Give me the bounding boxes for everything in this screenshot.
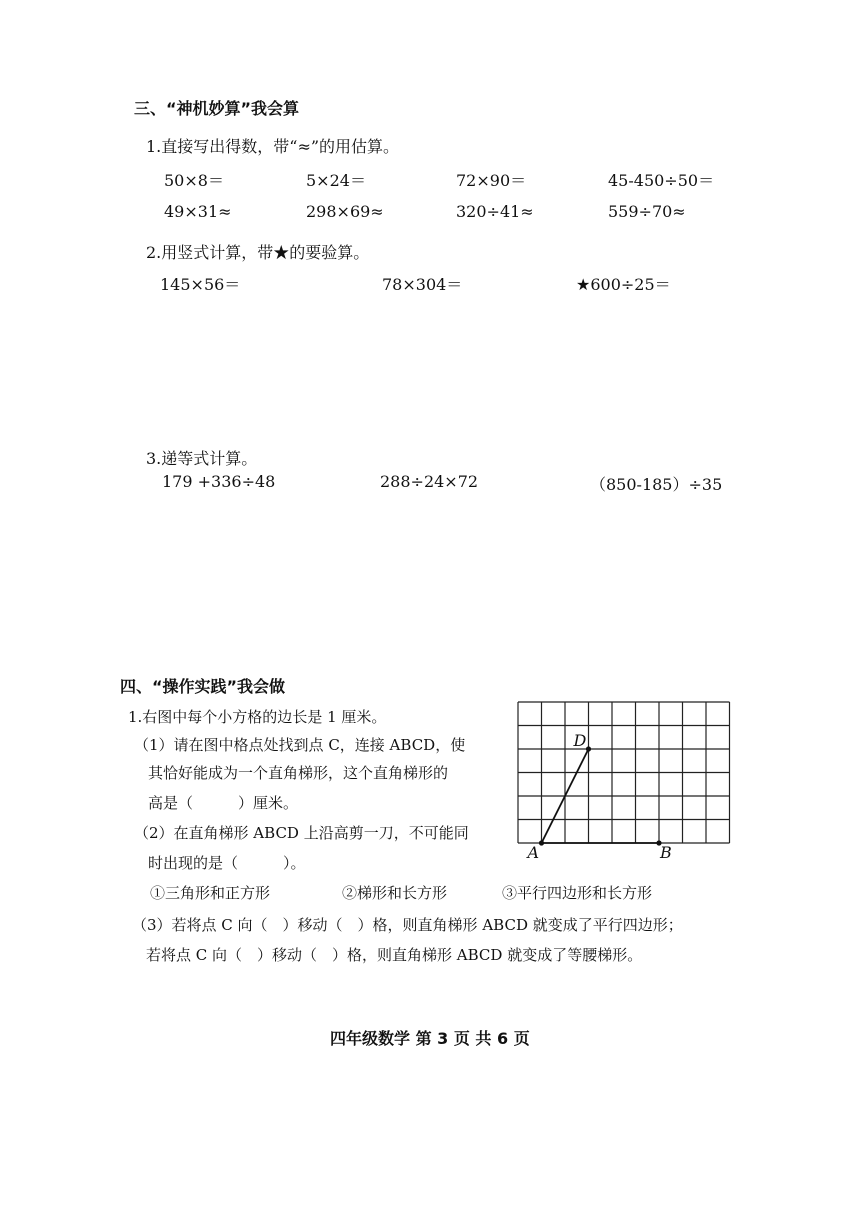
page-footer: 四年级数学 第 3 页 共 6 页: [330, 1029, 530, 1048]
s4-p2-line: （2）在直角梯形 ABCD 上沿高剪一刀，不可能同: [134, 824, 469, 842]
s4-p1-line: 高是（ ）厘米。: [148, 794, 299, 812]
q1-item: 45-450÷50＝: [608, 171, 715, 190]
q3-item: 179 +336÷48: [162, 472, 276, 491]
square-grid-figure: [516, 700, 730, 862]
option-1: ①三角形和正方形: [150, 884, 271, 902]
s4-p1-line: （1）请在图中格点处找到点 C，连接 ABCD，使: [134, 736, 466, 754]
q3-prompt: 3.递等式计算。: [146, 449, 258, 468]
section3-title: 三、“神机妙算”我会算: [134, 99, 300, 118]
q2-item: 78×304＝: [382, 275, 463, 294]
s4-p3-line: 若将点 C 向（ ）移动（ ）格，则直角梯形 ABCD 就变成了等腰梯形。: [146, 946, 643, 964]
q1-item: 5×24＝: [306, 171, 366, 190]
option-3: ③平行四边形和长方形: [502, 884, 653, 902]
grid-svg: [516, 700, 730, 862]
q3-item: 288÷24×72: [380, 472, 479, 491]
q2-item: ★600÷25＝: [576, 275, 671, 294]
q2-prompt: 2.用竖式计算，带★的要验算。: [146, 243, 370, 262]
q3-item: （850-185）÷35: [590, 475, 723, 494]
s4-p2-line: 时出现的是（ ）。: [148, 854, 306, 872]
point-d: [586, 746, 591, 751]
point-label-b: B: [660, 843, 672, 862]
point-a: [539, 840, 544, 845]
q2-item: 145×56＝: [160, 275, 241, 294]
section4-title: 四、“操作实践”我会做: [120, 677, 286, 696]
q1-item: 320÷41≈: [456, 202, 534, 221]
s4-p3-line: （3）若将点 C 向（ ）移动（ ）格，则直角梯形 ABCD 就变成了平行四边形；: [132, 916, 683, 934]
s4-q1-prompt: 1.右图中每个小方格的边长是 1 厘米。: [128, 708, 387, 726]
q1-item: 298×69≈: [306, 202, 384, 221]
s4-p1-line: 其恰好能成为一个直角梯形，这个直角梯形的: [148, 764, 449, 782]
point-label-a: A: [527, 843, 540, 862]
q1-item: 559÷70≈: [608, 202, 686, 221]
q1-item: 49×31≈: [164, 202, 232, 221]
q1-item: 72×90＝: [456, 171, 527, 190]
point-label-d: D: [573, 731, 587, 750]
q1-prompt: 1.直接写出得数，带“≈”的用估算。: [146, 137, 400, 156]
q1-item: 50×8＝: [164, 171, 224, 190]
option-2: ②梯形和长方形: [342, 884, 448, 902]
